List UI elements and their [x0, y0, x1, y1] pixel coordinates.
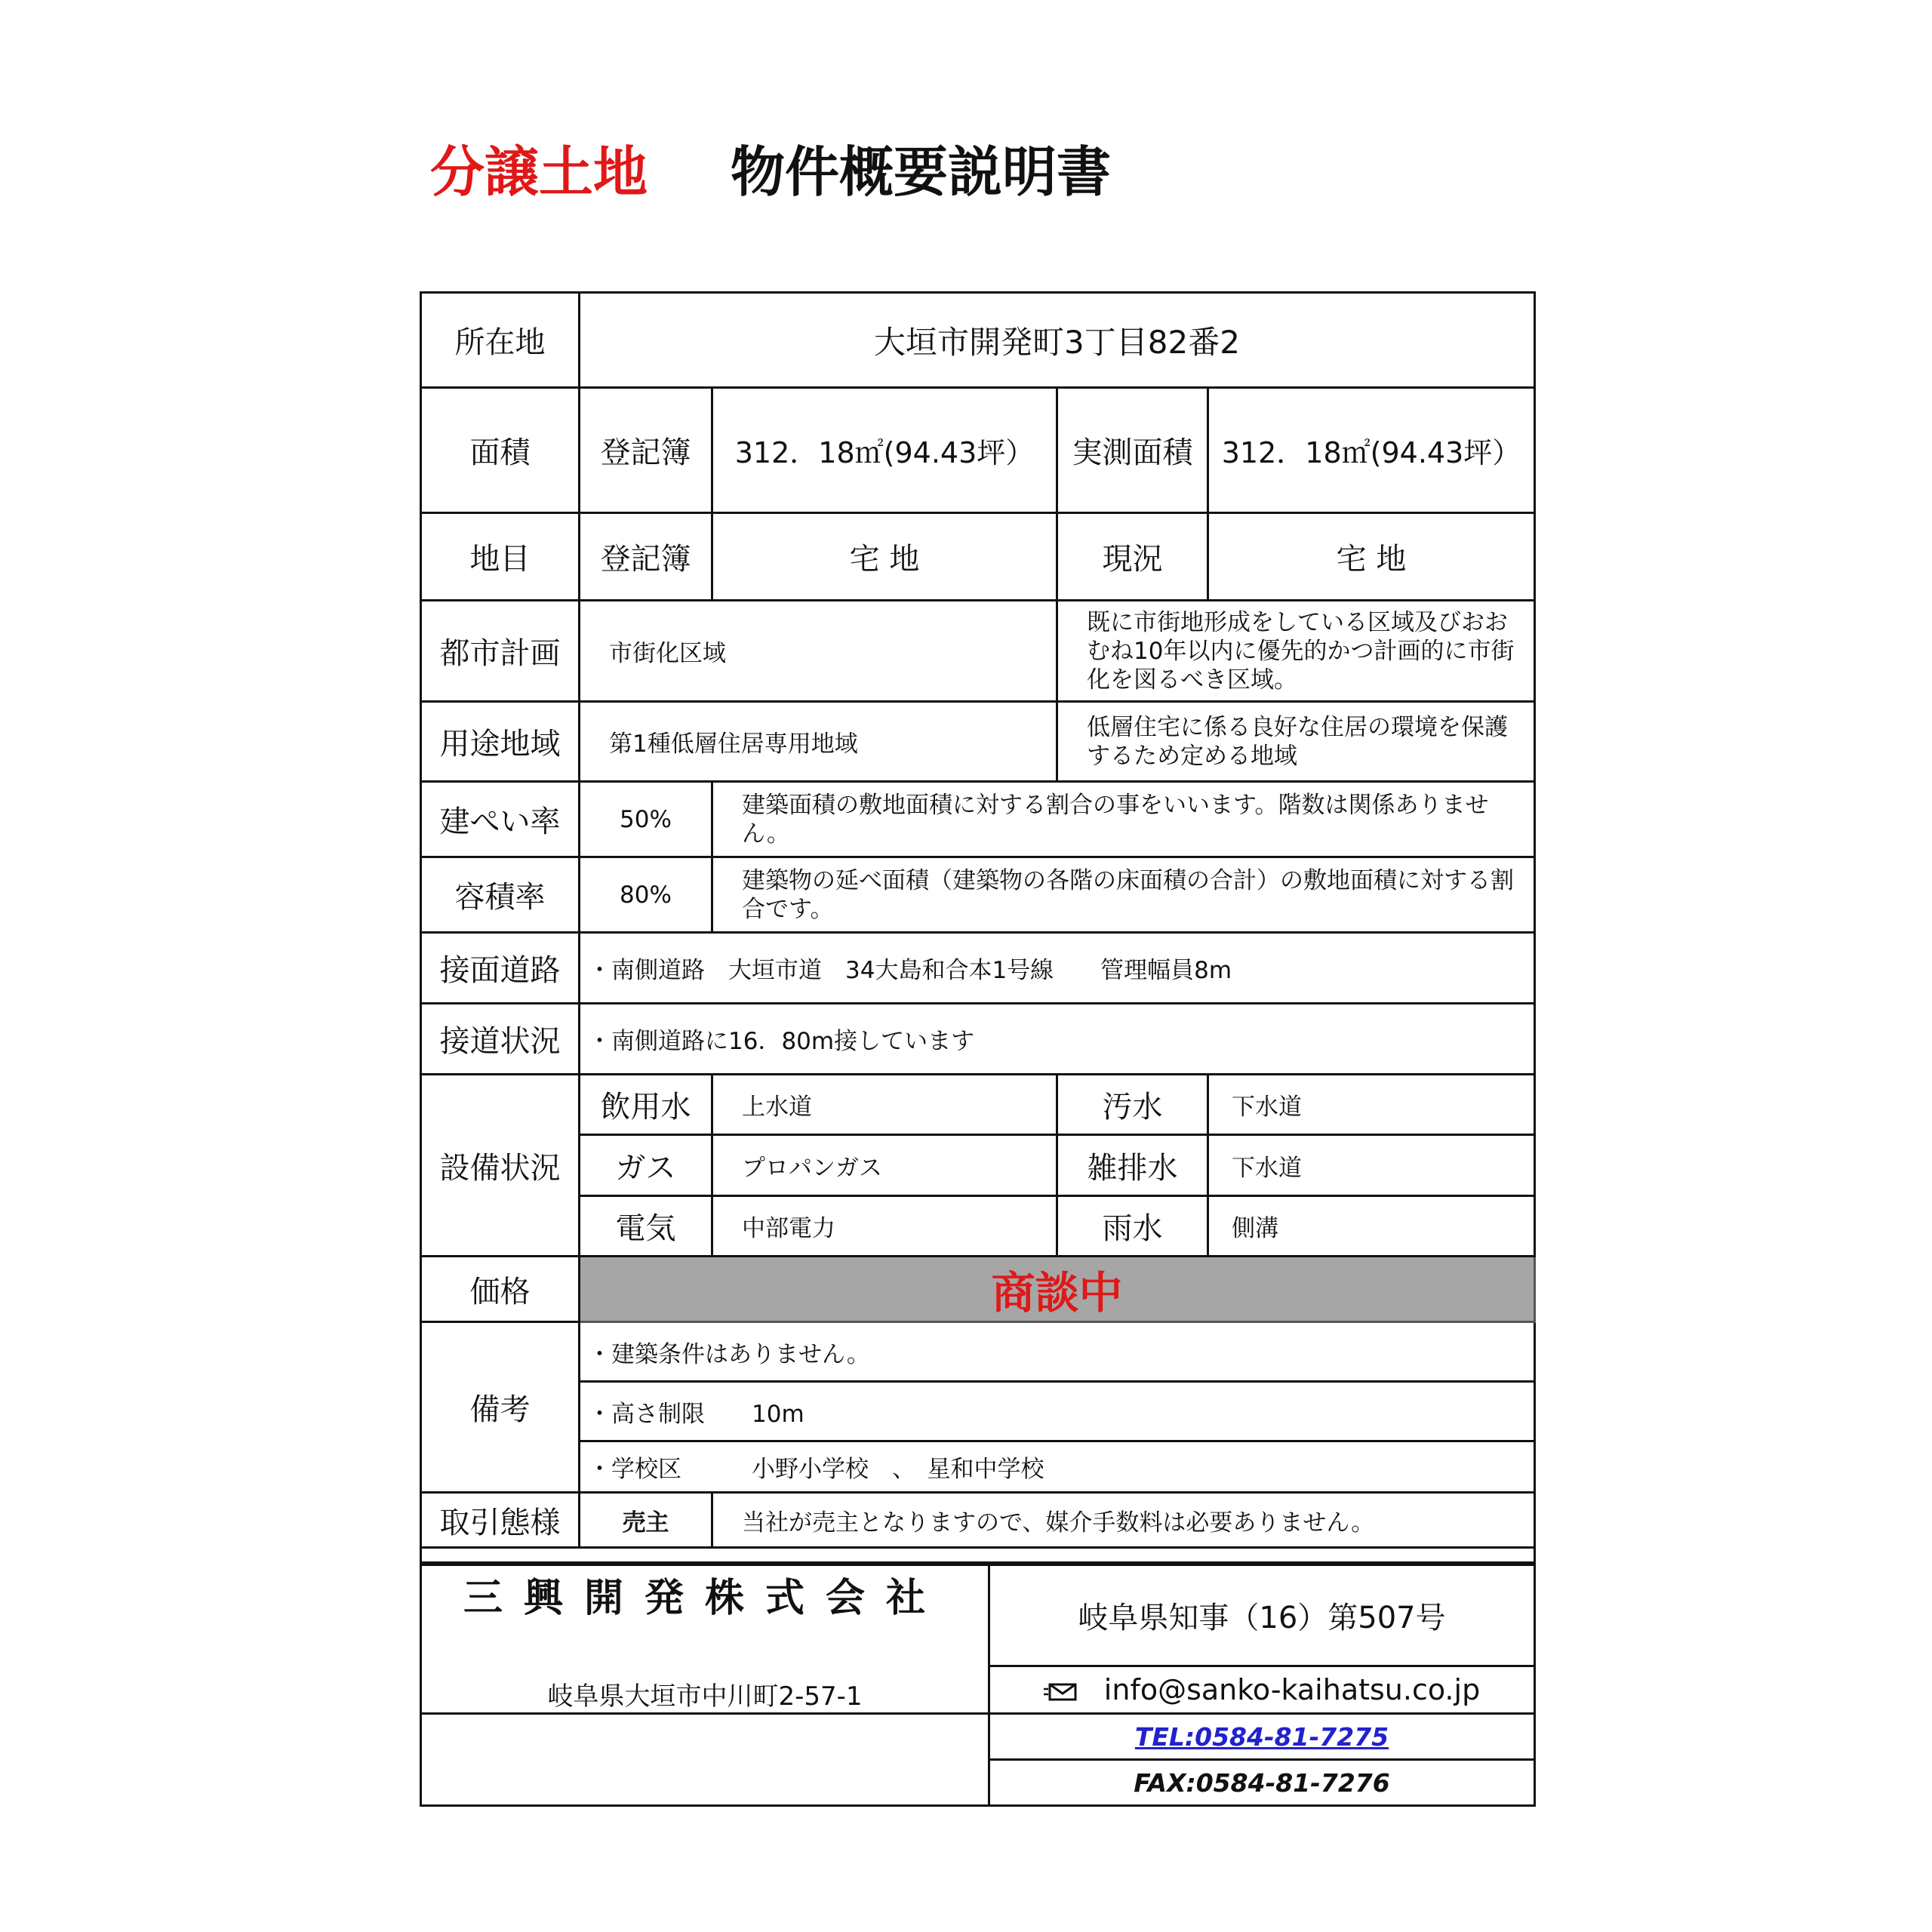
- company-name: 三興開発株式会社: [463, 1576, 946, 1621]
- label-area: 面積: [421, 388, 580, 513]
- label-land-registry: 登記簿: [580, 513, 712, 601]
- row-notes-1: [421, 1322, 1535, 1382]
- desc-floor-ratio: 建築物の延べ面積（建築物の各階の床面積の合計）の敷地面積に対する割合です。: [712, 857, 1535, 933]
- label-road-contact: 接道状況: [421, 1004, 580, 1075]
- desc-zoning: 低層住宅に係る良好な住居の環境を保護するため定める地域: [1057, 702, 1535, 782]
- value-road-contact: ・南側道路に16．80m接しています: [580, 1004, 1535, 1075]
- tel-link[interactable]: TEL:0584-81-7275: [989, 1714, 1535, 1760]
- value-area-measured: 312．18㎡(94.43坪）: [1208, 388, 1535, 513]
- value-rain: 側溝: [1208, 1196, 1535, 1257]
- row-spacer: [421, 1548, 1535, 1563]
- label-water: 飲用水: [580, 1075, 712, 1135]
- label-area-measured: 実測面積: [1057, 388, 1208, 513]
- label-transaction: 取引態様: [421, 1493, 580, 1548]
- label-price: 価格: [421, 1257, 580, 1322]
- row-facility-water: [421, 1075, 1535, 1135]
- value-land-current: 宅 地: [1208, 513, 1535, 601]
- row-notes-2: [421, 1382, 1535, 1441]
- license-number: 岐阜県知事（16）第507号: [989, 1565, 1535, 1666]
- page-title: [430, 128, 1111, 211]
- label-area-registry: 登記簿: [580, 388, 712, 513]
- value-power: 中部電力: [712, 1196, 1057, 1257]
- label-coverage: 建ぺい率: [421, 782, 580, 857]
- value-floor-ratio: 80%: [580, 857, 712, 933]
- label-facilities: 設備状況: [421, 1075, 580, 1257]
- value-gas: プロパンガス: [712, 1135, 1057, 1196]
- label-location: 所在地: [421, 293, 580, 388]
- note-item: ・建築条件はありません。: [580, 1322, 1535, 1382]
- label-sewage: 汚水: [1057, 1075, 1208, 1135]
- envelope-icon: [1044, 1682, 1078, 1702]
- label-zoning: 用途地域: [421, 702, 580, 782]
- fax-number: FAX:0584-81-7276: [989, 1760, 1535, 1806]
- value-sewage: 下水道: [1208, 1075, 1535, 1135]
- company-address: 岐阜県大垣市中川町2-57-1: [547, 1681, 863, 1712]
- value-land-registry: 宅 地: [712, 513, 1057, 601]
- desc-transaction: 当社が売主となりますので、媒介手数料は必要ありません。: [712, 1493, 1535, 1548]
- row-road-contact: [421, 1004, 1535, 1075]
- row-road: [421, 933, 1535, 1004]
- label-notes: 備考: [421, 1322, 580, 1493]
- row-land-category: [421, 513, 1535, 601]
- label-gray-water: 雑排水: [1057, 1135, 1208, 1196]
- value-water: 上水道: [712, 1075, 1057, 1135]
- value-gray-water: 下水道: [1208, 1135, 1535, 1196]
- note-item: ・学校区 小野小学校 、 星和中学校: [580, 1441, 1535, 1493]
- row-zoning: [421, 702, 1535, 782]
- row-area: [421, 388, 1535, 513]
- footer-left-spacer: [421, 1714, 989, 1760]
- label-rain: 雨水: [1057, 1196, 1208, 1257]
- title-sub: 物件概要説明書: [731, 140, 1112, 204]
- value-price: 商談中: [580, 1257, 1535, 1322]
- label-gas: ガス: [580, 1135, 712, 1196]
- company-footer: [420, 1564, 1536, 1807]
- spacer: [421, 1548, 1535, 1563]
- company-block: [421, 1565, 989, 1714]
- property-table: [420, 291, 1536, 1564]
- label-road: 接面道路: [421, 933, 580, 1004]
- row-city-planning: [421, 601, 1535, 702]
- value-area-registry: 312．18㎡(94.43坪）: [712, 388, 1057, 513]
- value-road: ・南側道路 大垣市道 34大島和合本1号線 管理幅員8m: [580, 933, 1535, 1004]
- email-row: [989, 1666, 1535, 1714]
- value-city-planning: 市街化区域: [580, 601, 1057, 702]
- row-floor-ratio: [421, 857, 1535, 933]
- email-link[interactable]: info@sanko-kaihatsu.co.jp: [1103, 1673, 1481, 1706]
- desc-city-planning: 既に市街地形成をしている区域及びおおむね10年以内に優先的かつ計画的に市街化を図るべき区域。: [1057, 601, 1535, 702]
- value-location: 大垣市開発町3丁目82番2: [580, 293, 1535, 388]
- label-floor-ratio: 容積率: [421, 857, 580, 933]
- row-facility-power: [421, 1196, 1535, 1257]
- value-transaction-type: 売主: [580, 1493, 712, 1548]
- label-land-category: 地目: [421, 513, 580, 601]
- label-power: 電気: [580, 1196, 712, 1257]
- value-coverage: 50%: [580, 782, 712, 857]
- row-price: [421, 1257, 1535, 1322]
- row-transaction: [421, 1493, 1535, 1548]
- row-notes-3: [421, 1441, 1535, 1493]
- row-location: [421, 293, 1535, 388]
- desc-coverage: 建築面積の敷地面積に対する割合の事をいいます。階数は関係ありません。: [712, 782, 1535, 857]
- row-coverage: [421, 782, 1535, 857]
- label-city-planning: 都市計画: [421, 601, 580, 702]
- value-zoning: 第1種低層住居専用地域: [580, 702, 1057, 782]
- footer-left-bottom: [421, 1760, 989, 1806]
- note-item: ・高さ制限 10m: [580, 1382, 1535, 1441]
- label-land-current: 現況: [1057, 513, 1208, 601]
- title-main: 分譲土地: [430, 140, 648, 204]
- row-facility-gas: [421, 1135, 1535, 1196]
